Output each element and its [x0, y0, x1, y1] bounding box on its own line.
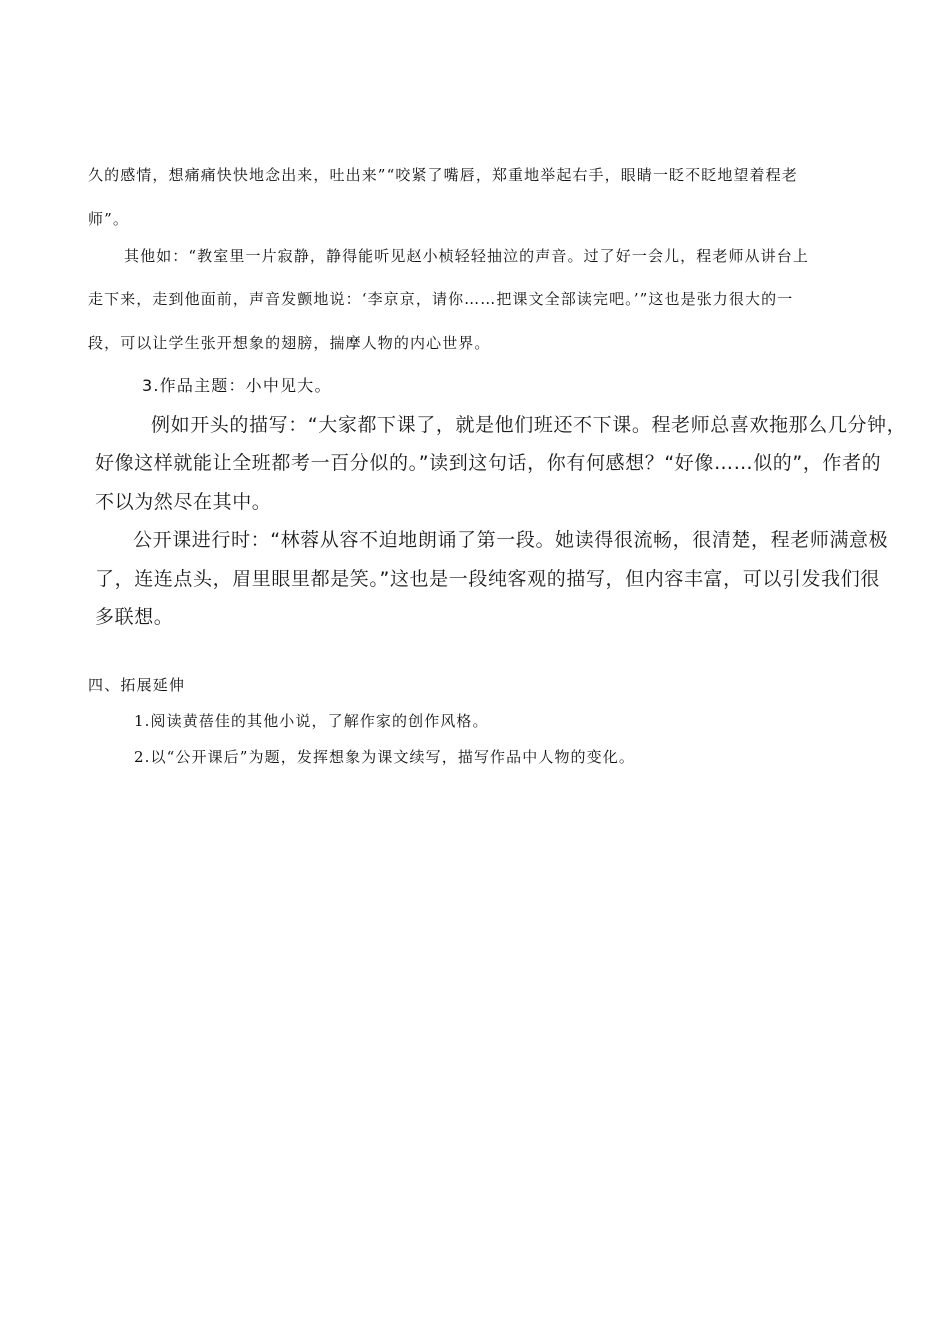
- paragraph-line: 公开课进行时：“林蓉从容不迫地朗诵了第一段。她读得很流畅，很清楚，程老师满意极: [133, 529, 889, 551]
- paragraph-line: 不以为然尽在其中。: [95, 491, 272, 513]
- list-item: 2.以“公开课后”为题，发挥想象为课文续写，描写作品中人物的变化。: [134, 748, 635, 766]
- paragraph-line: 例如开头的描写：“大家都下课了，就是他们班还不下课。程老师总喜欢拖那么几分钟，: [151, 414, 907, 436]
- paragraph-line: 了，连连点头，眉里眼里都是笑。”这也是一段纯客观的描写，但内容丰富，可以引发我们很: [95, 568, 880, 590]
- list-item: 1.阅读黄蓓佳的其他小说，了解作家的创作风格。: [134, 712, 489, 730]
- paragraph-line: 久的感情，想痛痛快快地念出来，吐出来”“咬紧了嘴唇，郑重地举起右手，眼睛一眨不眨地望着程老: [88, 166, 798, 184]
- paragraph-line: 段，可以让学生张开想象的翅膀，揣摩人物的内心世界。: [88, 334, 491, 352]
- paragraph-line: 多联想。: [95, 606, 174, 628]
- section-heading: 3.作品主题：小中见大。: [142, 376, 332, 395]
- paragraph-line: 其他如：“教室里一片寂静，静得能听见赵小桢轻轻抽泣的声音。过了好一会儿，程老师从讲台上: [124, 247, 809, 265]
- paragraph-line: 师”。: [88, 210, 129, 228]
- section-heading: 四、拓展延伸: [88, 676, 186, 694]
- paragraph-line: 走下来，走到他面前，声音发颤地说：‘李京京，请你……把课文全部读完吧。’”这也是张力很大的一: [88, 290, 794, 308]
- paragraph-line: 好像这样就能让全班都考一百分似的。”读到这句话，你有何感想？“好像……似的”，作者的: [95, 452, 882, 474]
